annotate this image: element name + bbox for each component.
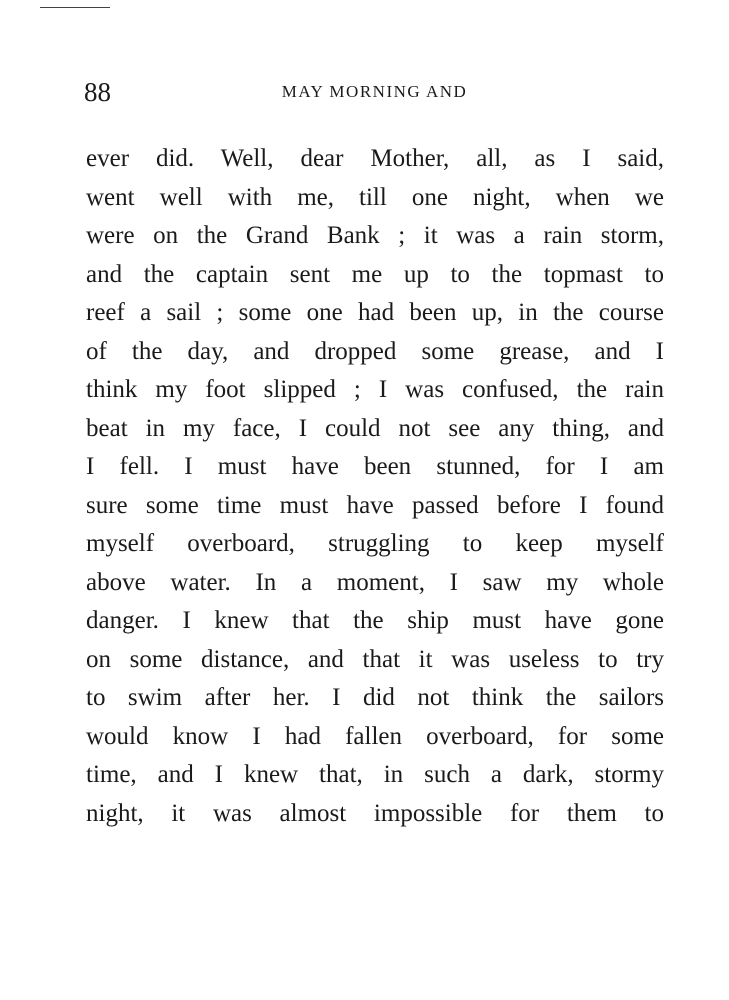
text-line: went well with me, till one night, when we: [86, 183, 664, 211]
text-line: on some distance, and that it was useless to try: [86, 645, 664, 673]
text-line: sure some time must have passed before I found: [86, 491, 664, 519]
text-line: reef a sail ; some one had been up, in the course: [86, 299, 664, 326]
top-rule: [40, 7, 110, 8]
text-line: time, and I knew that, in such a dark, stormy: [86, 761, 664, 788]
text-line: ever did. Well, dear Mother, all, as I said,: [86, 145, 664, 172]
page-number: 88: [84, 77, 111, 107]
text-line: would know I had fallen overboard, for some: [86, 722, 664, 750]
text-line: were on the Grand Bank ; it was a rain storm,: [86, 222, 664, 249]
text-line: danger. I knew that the ship must have gone: [86, 607, 664, 634]
text-line: and the captain sent me up to the topmast to: [86, 260, 664, 288]
page-header: [0, 76, 729, 108]
running-head: MAY MORNING AND: [281, 82, 468, 101]
text-line: I fell. I must have been stunned, for I am: [86, 453, 664, 480]
text-line: think my foot slipped ; I was confused, the rain: [86, 376, 664, 403]
text-line: to swim after her. I did not think the sailors: [86, 684, 664, 711]
text-line: beat in my face, I could not see any thing, and: [86, 414, 664, 442]
text-line: above water. In a moment, I saw my whole: [86, 568, 664, 596]
text-line: myself overboard, struggling to keep myself: [86, 530, 664, 557]
text-line: of the day, and dropped some grease, and I: [86, 337, 664, 365]
text-line: night, it was almost impossible for them to: [86, 799, 664, 827]
body-text: [86, 140, 664, 833]
